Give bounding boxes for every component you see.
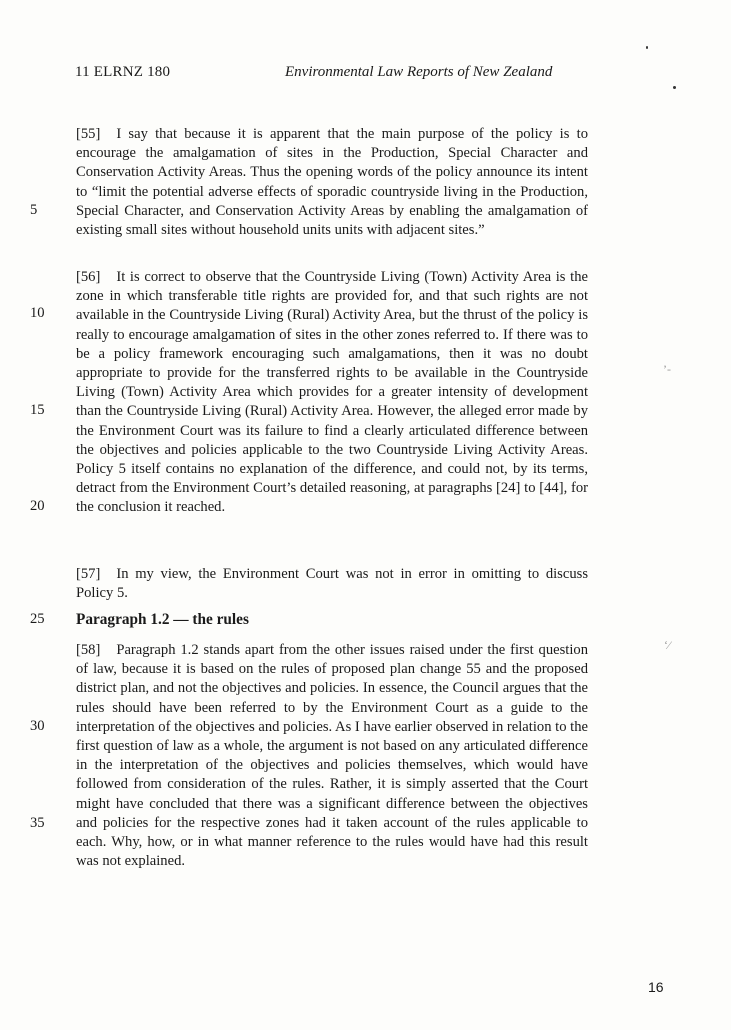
paragraph-text: It is correct to observe that the Countryside Living (Town) Activity Area is the zone in which transferable title rights are provided for, and that such rights are not available in the Countryside Living (Rural) Activity Area, but the thrust of the policy is really to encourage amalgamation of sites in the other zones referred to. If there was to be a policy framework encouraging such amalgamations, then it was no doubt appropriate to provide for the transferred rights to be available in the Countryside Living (Town) Activity Area which provides for a greater intensity of development than the Countryside Living (Rural) Activity Area. However, the alleged error made by the Environment Court was its failure to find a clearly articulated difference between the objectives and policies applicable to the two Countryside Living Activity Areas. Policy 5 itself contains no explanation of the difference, and could not, by its terms, detract from the Environment Court’s detailed reasoning, at paragraphs [24] to [44], for the conclusion it reached. bbox=[76, 269, 588, 516]
paragraph-number: [55] bbox=[76, 126, 101, 142]
paragraph-number: [58] bbox=[76, 642, 101, 658]
paragraph-57 bbox=[76, 565, 588, 603]
line-number: 5 bbox=[30, 202, 38, 218]
section-heading: Paragraph 1.2 — the rules bbox=[76, 611, 249, 628]
paragraph-text: I say that because it is apparent that the main purpose of the policy is to encourage the amalgamation of sites in the Production, Special Character and Conservation Activity Areas. Thus the opening words of the policy announce its intent to “limit the potential adverse effects of sporadic countryside living in the Production, Special Character, and Conservation Activity Areas by enabling the amalgamation of existing small sites without household units units with adjacent sites.” bbox=[76, 126, 588, 239]
paragraph-55 bbox=[76, 125, 588, 240]
paragraph-56 bbox=[76, 268, 588, 518]
paragraph-number: [56] bbox=[76, 269, 101, 285]
paragraph-58 bbox=[76, 641, 588, 871]
line-number: 25 bbox=[30, 611, 45, 627]
scan-speck bbox=[646, 46, 648, 49]
scan-artifact-mark: ’‐ bbox=[663, 362, 671, 376]
page-number: 16 bbox=[648, 979, 664, 995]
line-number: 30 bbox=[30, 718, 45, 734]
scan-artifact-mark: ‘⁄ bbox=[664, 638, 670, 652]
line-number: 15 bbox=[30, 402, 45, 418]
paragraph-number: [57] bbox=[76, 566, 101, 582]
line-number: 10 bbox=[30, 305, 45, 321]
report-title: Environmental Law Reports of New Zealand bbox=[285, 64, 553, 80]
scan-speck bbox=[673, 86, 676, 89]
line-number: 20 bbox=[30, 498, 45, 514]
citation: 11 ELRNZ 180 bbox=[75, 64, 171, 80]
line-number: 35 bbox=[30, 815, 45, 831]
paragraph-text: Paragraph 1.2 stands apart from the other issues raised under the first question of law, because it is based on the rules of proposed plan change 55 and the proposed district plan, and not the objectives and policies. In essence, the Council argues that the rules should have been referred to by the Environment Court as a guide to the interpretation of the objectives and policies. As I have earlier observed in relation to the first question of law as a whole, the argument is not based on any articulated difference in the interpretation of the objectives and policies themselves, which would have followed from consideration of the rules. Rather, it is simply asserted that the Court might have concluded that there was a significant difference between the objectives and policies for the respective zones had it taken account of the rules applicable to each. Why, how, or in what manner reference to the rules would have had this result was not explained. bbox=[76, 642, 588, 870]
paragraph-text: In my view, the Environment Court was not in error in omitting to discuss Policy 5. bbox=[76, 566, 588, 602]
